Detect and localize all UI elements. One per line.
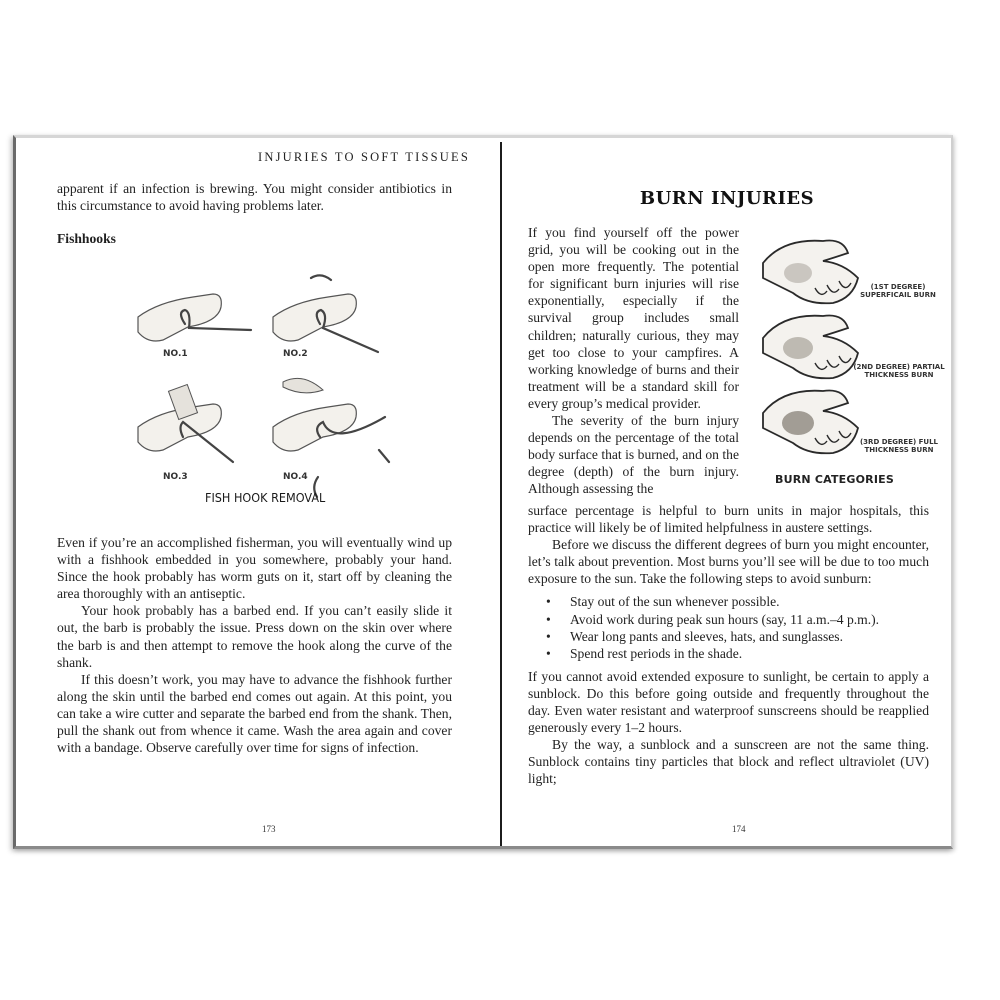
panel-label-4: NO.4 [283, 472, 308, 482]
fish-hook-illustration [133, 272, 403, 522]
wrapped-text-column [528, 224, 739, 498]
final-paragraph: By the way, a sunblock and a sunscreen are not the same thing. Sunblock contains tiny particles that block and reflect ultraviolet (UV) light; [528, 737, 929, 787]
panel-label-3: NO.3 [163, 472, 188, 482]
burn-categories-figure [753, 233, 943, 493]
intro-paragraph [57, 180, 452, 214]
book-gutter [500, 142, 502, 846]
label-line: THICKNESS BURN [864, 371, 934, 379]
page-number-left: 173 [262, 824, 276, 834]
paragraph-2: Your hook probably has a barbed end. If you can’t easily slide it out, the barb is probably the issue. Press down on the skin over where the barb is and then attempt to remove the hook along the curve of the shank. [57, 603, 452, 670]
fish-hook-removal-figure [133, 272, 403, 522]
severity-paragraph: The severity of the burn injury depends on the percentage of the total body surface that is burned, and on the degree (depth) of the burn injury. Although assessing the [528, 413, 739, 497]
burn-categories-title: BURN CATEGORIES [775, 473, 894, 486]
sunburn-steps-list [528, 593, 929, 661]
label-line: (1ST DEGREE) [870, 283, 926, 291]
list-item: • Stay out of the sun whenever possible. [570, 593, 929, 610]
burn-label-third-degree [849, 438, 949, 454]
prevention-paragraph: Before we discuss the different degrees of burn you might encounter, let’s talk about prevention. Most burns you’ll see will be due to too much exposure to the sun. Take the following steps to avoid sunburn: [528, 537, 929, 587]
sunblock-paragraph: If you cannot avoid extended exposure to sunlight, be certain to apply a sunblock. Do this before going outside and frequently throughout the day. Even water resistant and waterproof sunscreens should be reapplied generously every 1–2 hours. [528, 668, 929, 736]
chapter-title: BURN INJURIES [639, 188, 815, 209]
burn-label-first-degree [853, 283, 943, 299]
list-item: • Avoid work during peak sun hours (say, 11 a.m.–4 p.m.). [570, 611, 929, 628]
paragraph-1: Even if you’re an accomplished fisherman, you will eventually wind up with a fishhook embedded in you somewhere, probably your hand. Since the hook probably has worm guts on it, start off by cleaning the area thoroughly with an antiseptic. [57, 535, 452, 602]
label-line: (3RD DEGREE) FULL [859, 438, 939, 446]
book-spread [13, 135, 953, 849]
panel-label-2: NO.2 [283, 349, 308, 359]
left-page [16, 138, 500, 846]
paragraph-3: If this doesn’t work, you may have to advance the fishhook further along the skin until the barbed end comes out again. At this point, you can take a wire cutter and separate the barbed end from the shank. Then, pull the shank out from whence it came. Wash the area again and cover with a bandage. Observe carefully over time for signs of infection. [57, 671, 452, 756]
label-line: THICKNESS BURN [864, 446, 934, 454]
fishhook-body [57, 534, 452, 756]
label-line: SUPERFICAIL BURN [860, 291, 936, 299]
list-item: • Spend rest periods in the shade. [570, 645, 929, 662]
label-line: (2ND DEGREE) PARTIAL [853, 363, 945, 371]
section-heading-fishhooks: Fishhooks [57, 231, 116, 246]
running-head: INJURIES TO SOFT TISSUES [258, 150, 470, 164]
list-item: • Wear long pants and sleeves, hats, and sunglasses. [570, 628, 929, 645]
intro-burn-paragraph: If you find yourself off the power grid, you will be cooking out in the open more frequently. The potential for significant burn injuries will rise exponentially, especially if the survival group includes small children; naturally curious, they may get too close to your campfires. A working knowledge of burns and their treatment will be a standard skill for every group’s medical provider. [528, 225, 739, 411]
continuation-paragraph: surface percentage is helpful to burn units in major hospitals, this practice will likely be of limited helpfulness in austere settings. [528, 503, 929, 536]
page-number-right: 174 [732, 824, 746, 834]
right-page [503, 138, 951, 846]
panel-label-1: NO.1 [163, 349, 188, 359]
intro-text: apparent if an infection is brewing. You might consider antibiotics in this circumstance to avoid having problems later. [57, 181, 452, 214]
fish-hook-figure-title: FISH HOOK REMOVAL [205, 490, 326, 505]
full-width-text [528, 502, 929, 788]
burn-label-second-degree [849, 363, 949, 379]
